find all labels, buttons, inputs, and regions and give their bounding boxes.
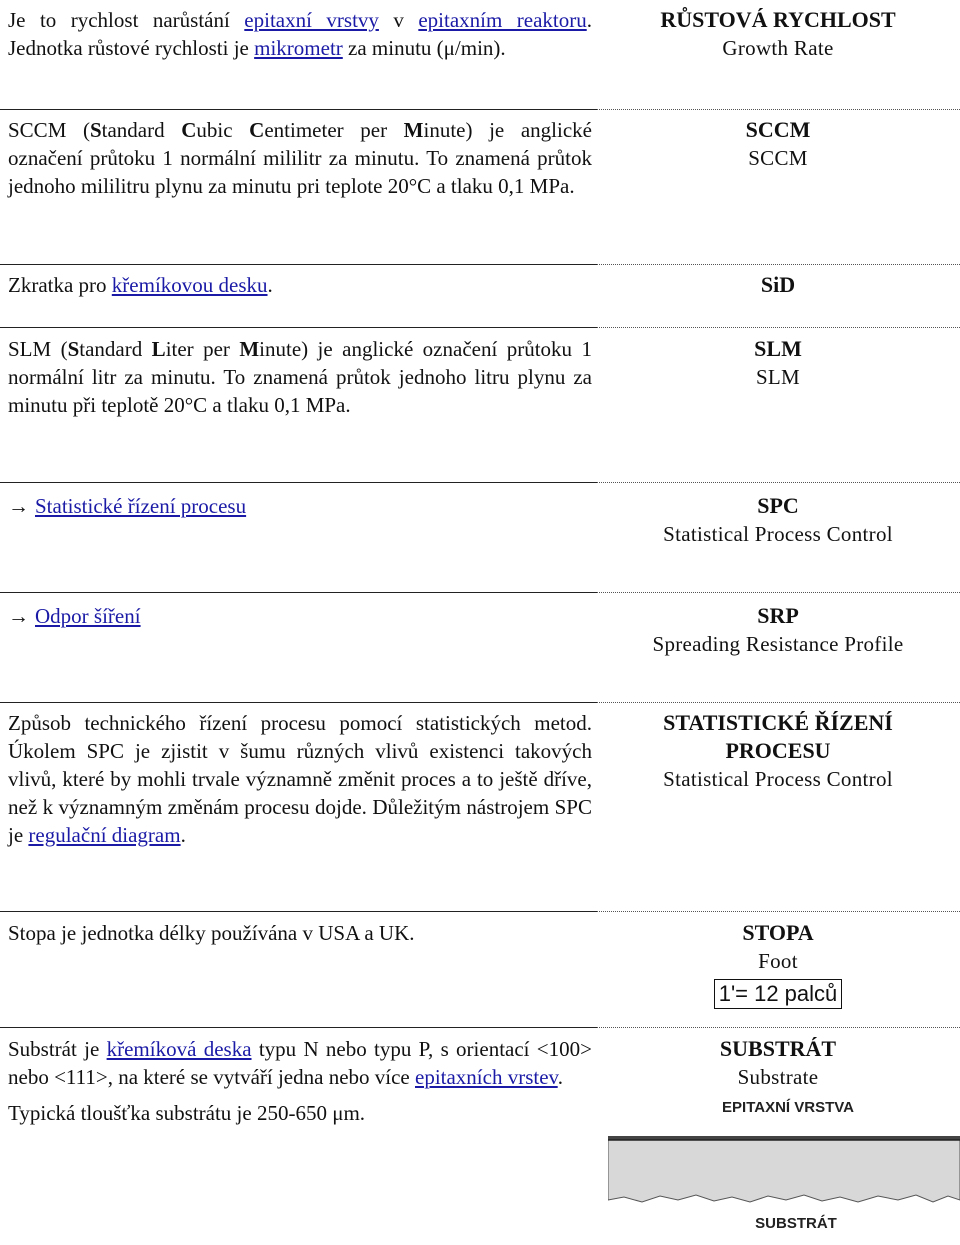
term-cz-line2: PROCESU [725, 738, 831, 763]
bold-letter: S [67, 337, 80, 361]
definition-text: inute) je anglické označení průtoku 1 normální litr za minutu. To znamená průtok jednoho litru plynu za minutu při teplotě 20°C a tlaku 0,1 MPa. [8, 337, 592, 417]
definition-text: za minutu (μ/min). [342, 36, 506, 60]
term-srp [600, 602, 956, 658]
link-regulacni-diagram[interactable]: regulační diagram [28, 823, 181, 847]
divider [0, 109, 597, 110]
divider [597, 702, 960, 703]
term-substrat [600, 1035, 956, 1091]
definition-text: Zkratka pro [8, 273, 112, 297]
definition-text: Stopa je jednotka délky používána v USA a UK. [8, 921, 415, 945]
term-en: Foot [758, 949, 798, 973]
definition-rustova-rychlost [8, 6, 592, 62]
term-sid [600, 271, 956, 299]
divider [0, 482, 597, 483]
arrow-right-icon: → [8, 604, 29, 628]
divider [597, 482, 960, 483]
definition-text: . Jednotka růstové rychlosti je [8, 8, 592, 60]
definition-text: Je to rychlost narůstání [8, 8, 245, 32]
definition-spc [8, 492, 592, 520]
definition-text: . [267, 273, 273, 297]
term-cz: SiD [760, 272, 796, 297]
definition-text: . [557, 1065, 563, 1089]
divider [597, 1027, 960, 1028]
definition-text: iter per [165, 337, 240, 361]
definition-stopa [8, 919, 592, 947]
term-statisticke-rizeni [600, 709, 956, 793]
definition-text: SCCM ( [8, 118, 90, 142]
definition-statisticke-rizeni [8, 709, 592, 849]
term-sccm [600, 116, 956, 172]
term-en: Substrate [737, 1065, 819, 1089]
bold-letter: S [89, 118, 102, 142]
divider [0, 702, 597, 703]
definition-text: v [378, 8, 419, 32]
definition-text: tandard [101, 118, 182, 142]
bold-letter: C [249, 118, 265, 142]
epitaxial-layer-label: EPITAXNÍ VRSTVA [722, 1099, 854, 1116]
definition-text: SLM ( [8, 337, 68, 361]
divider [597, 109, 960, 110]
term-slm [600, 335, 956, 391]
divider [0, 592, 597, 593]
divider [597, 327, 960, 328]
term-cz: SUBSTRÁT [719, 1036, 837, 1061]
definition-text: Substrát je [8, 1037, 107, 1061]
definition-text: inute) je anglické označení průtoku 1 normální mililitr za minutu. To znamená průtok jednoho mililitru plynu za minutu pri teplote 20°C a tlaku 0,1 MPa. [8, 118, 592, 198]
divider [597, 592, 960, 593]
divider [0, 1027, 597, 1028]
bold-letter: M [403, 118, 424, 142]
definition-srp [8, 602, 592, 630]
substrate-label: SUBSTRÁT [755, 1215, 837, 1232]
arrow-right-icon: → [8, 494, 29, 518]
divider [597, 911, 960, 912]
term-spc [600, 492, 956, 548]
bold-letter: L [151, 337, 166, 361]
bold-letter: C [181, 118, 197, 142]
link-statisticke-rizeni-procesu[interactable]: Statistické řízení procesu [35, 494, 247, 518]
term-cz-line1: STATISTICKÉ ŘÍZENÍ [663, 710, 893, 735]
definition-text: typu N nebo typu P, s orientací <100> nebo <111>, na které se vytváří jedna nebo více [8, 1037, 592, 1089]
definition-text: ubic [196, 118, 250, 142]
link-epitaxni-vrstvy[interactable]: epitaxní vrstvy [244, 8, 379, 32]
substrate-body [608, 1140, 960, 1202]
term-rustova-rychlost [600, 6, 956, 62]
term-cz: STOPA [742, 920, 814, 945]
term-stopa [600, 919, 956, 1009]
divider [0, 264, 597, 265]
term-cz: RŮSTOVÁ RYCHLOST [660, 7, 896, 32]
substrate-diagram [608, 1096, 960, 1236]
term-en: Growth Rate [722, 36, 834, 60]
definition-slm [8, 335, 592, 419]
definition-sccm [8, 116, 592, 200]
definition-text: . [180, 823, 186, 847]
link-mikrometr[interactable]: mikrometr [254, 36, 343, 60]
definition-text: Způsob technického řízení procesu pomocí statistických metod. Úkolem SPC je zjistit v šumu různých vlivů existenci takových vlivů, které by mohli trvale významně změnit proces a to ještě dříve, než k významným změnám procesu dojde. Důležitým nástrojem SPC je [8, 711, 592, 847]
term-en: Statistical Process Control [663, 522, 893, 546]
link-epitaxni-vrstvy[interactable]: epitaxních vrstev [415, 1065, 558, 1089]
divider [597, 264, 960, 265]
divider [0, 327, 597, 328]
definition-text: entimeter per [264, 118, 404, 142]
definition-substrat [8, 1035, 592, 1127]
link-kremikova-deska[interactable]: křemíková deska [106, 1037, 252, 1061]
formula-foot-inches: 1'= 12 palců [714, 979, 843, 1009]
definition-paragraph: Typická tloušťka substrátu je 250-650 μm. [8, 1101, 366, 1125]
link-odpor-sireni[interactable]: Odpor šíření [35, 604, 141, 628]
term-en: Statistical Process Control [663, 767, 893, 791]
term-cz: SPC [757, 493, 799, 518]
definition-sid [8, 271, 592, 299]
term-cz: SCCM [745, 117, 811, 142]
term-en: Spreading Resistance Profile [652, 632, 904, 656]
term-cz: SLM [754, 336, 802, 361]
link-epitaxni-reaktor[interactable]: epitaxním reaktoru [418, 8, 587, 32]
link-kremikova-deska[interactable]: křemíkovou desku [111, 273, 268, 297]
definition-paragraph [8, 1035, 592, 1091]
bold-letter: M [239, 337, 260, 361]
divider [0, 911, 597, 912]
term-en: SLM [755, 365, 801, 389]
definition-text: tandard [79, 337, 152, 361]
term-cz: SRP [757, 603, 799, 628]
term-en: SCCM [748, 146, 808, 170]
